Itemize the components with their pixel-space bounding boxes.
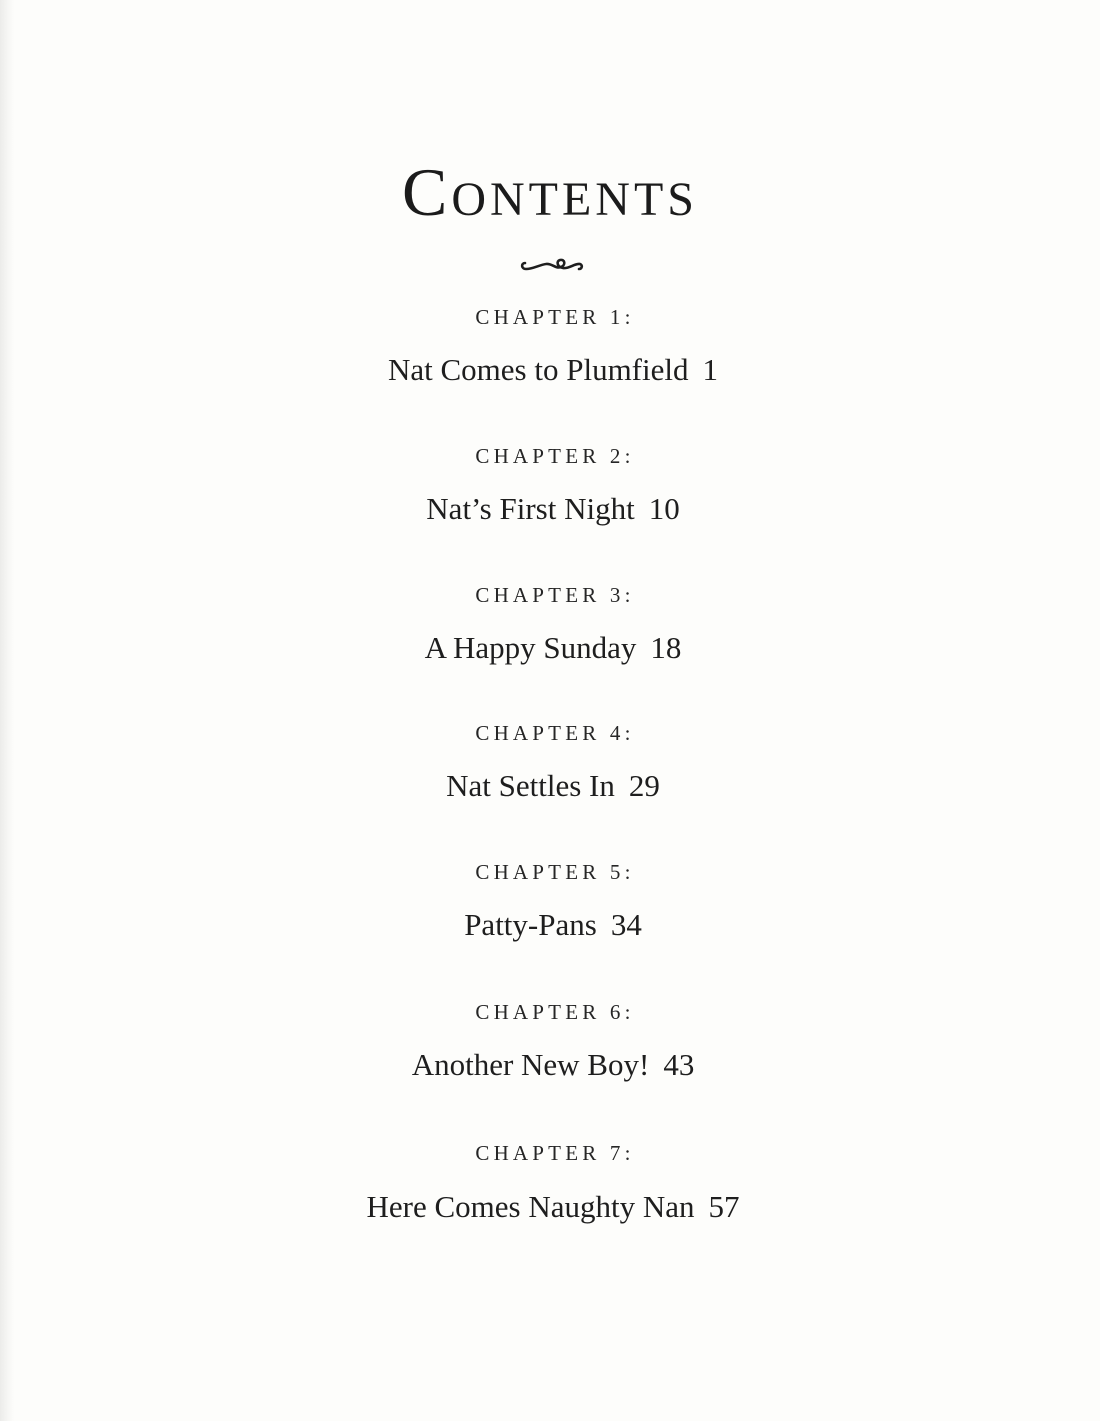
chapter-entry: [0, 354, 1100, 385]
chapter-page-number: 34: [610, 907, 642, 942]
chapter-label: CHAPTER 3:: [475, 583, 635, 607]
flourish-ornament-icon: [519, 254, 585, 274]
chapter-label: CHAPTER 1:: [475, 305, 635, 329]
page-title: Contents: [401, 154, 698, 230]
chapter-page-number: 57: [708, 1189, 740, 1224]
chapter-title: Nat Comes to Plumfield: [387, 352, 689, 387]
chapter-page-number: 43: [663, 1047, 695, 1082]
chapter-label: CHAPTER 2:: [475, 444, 635, 468]
chapter-title: A Happy Sunday: [424, 630, 637, 665]
chapter-title: Nat Settles In: [446, 768, 615, 803]
chapter-page-number: 29: [628, 768, 660, 803]
chapter-label: CHAPTER 7:: [475, 1141, 635, 1165]
chapter-entry: [0, 1191, 1100, 1222]
chapter-page-number: 18: [650, 630, 682, 665]
chapter-page-number: 1: [702, 352, 718, 387]
chapter-title: Another New Boy!: [411, 1047, 650, 1082]
chapter-page-number: 10: [648, 491, 680, 526]
chapter-label: CHAPTER 4:: [475, 721, 635, 745]
chapter-entry: [0, 632, 1100, 663]
chapter-label: CHAPTER 5:: [475, 860, 635, 884]
chapter-label: CHAPTER 6:: [475, 1000, 635, 1024]
chapter-title: Nat’s First Night: [426, 491, 635, 526]
chapter-title: Here Comes Naughty Nan: [366, 1189, 695, 1224]
chapter-entry: [0, 909, 1100, 940]
chapter-entry: [0, 493, 1100, 524]
chapter-entry: [0, 1049, 1100, 1080]
chapter-entry: [0, 770, 1100, 801]
chapter-title: Patty-Pans: [464, 907, 597, 942]
